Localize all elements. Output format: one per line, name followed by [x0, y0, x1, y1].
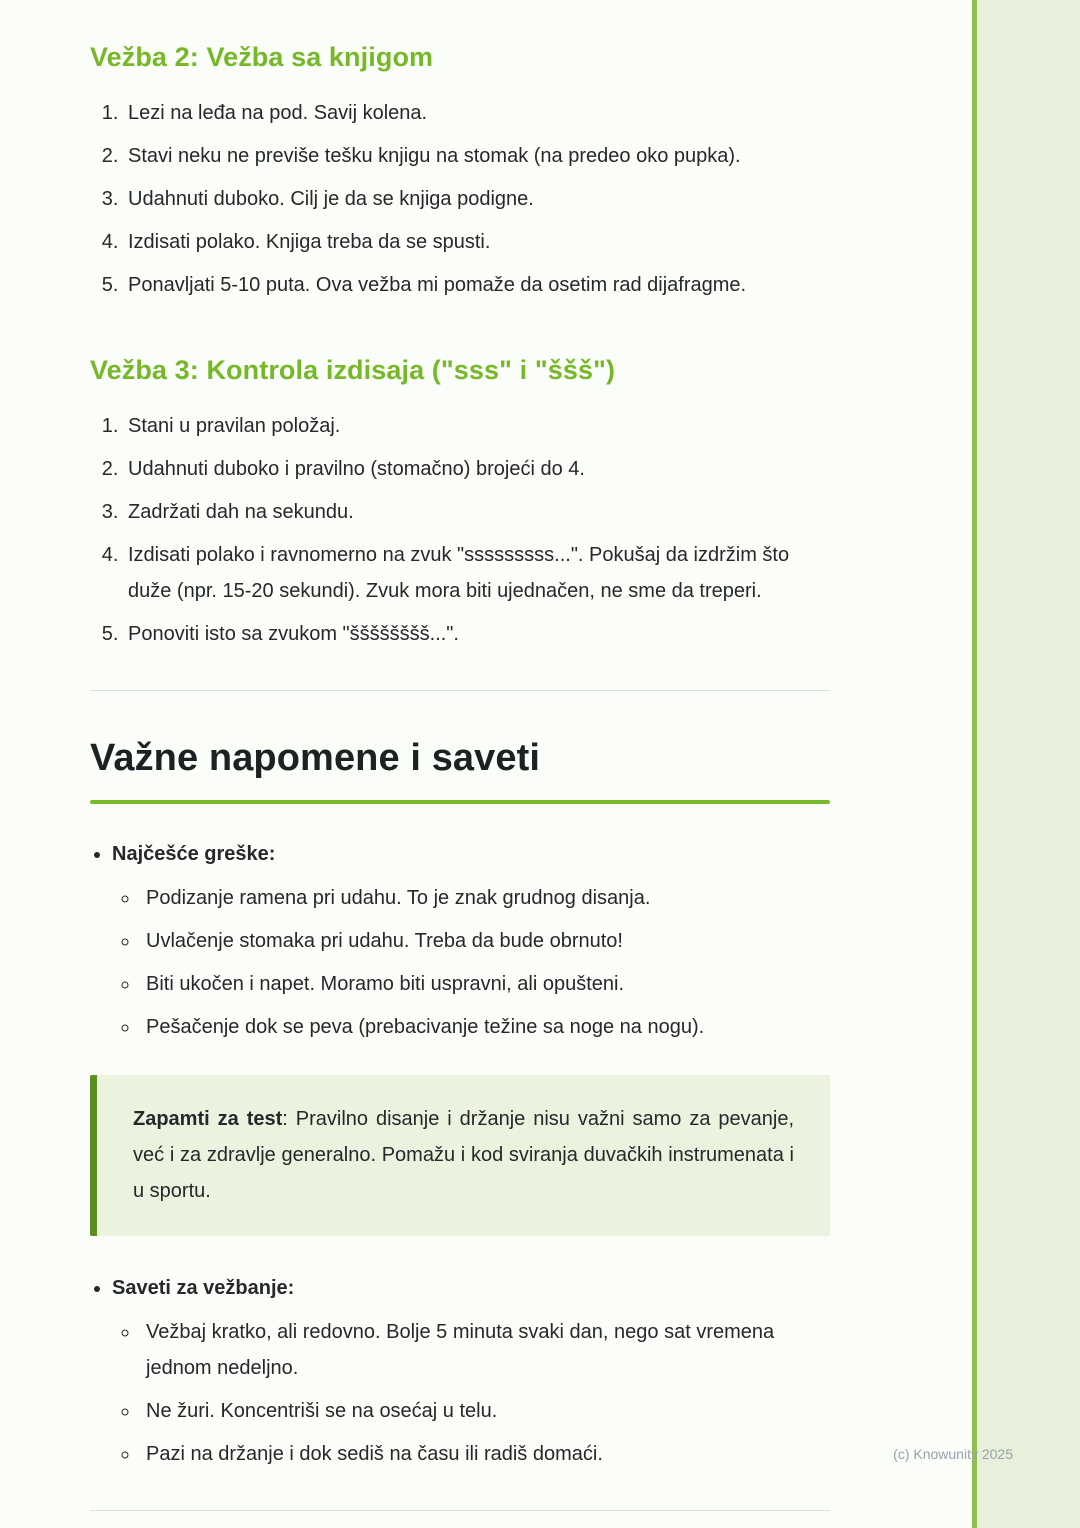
callout-text: [133, 1101, 794, 1209]
list-item: ◦ Pazi na držanje i dok sediš na času ili radiš domaći.: [140, 1436, 830, 1472]
mistakes-label: Najčešće greške:: [112, 843, 276, 865]
list-item: ◦ Uvlačenje stomaka pri udahu. Treba da bude obrnuto!: [140, 923, 830, 959]
exercise-2-title: Vežba 2: Vežba sa knjigom: [90, 42, 434, 72]
exercise-2-steps: [90, 95, 830, 303]
tips-list: [90, 1270, 830, 1472]
page-edge-band: [977, 0, 1080, 1528]
title-underline: [90, 800, 830, 804]
list-item: ◦ Podizanje ramena pri udahu. To je znak grudnog disanja.: [140, 880, 830, 916]
notes-title: Važne napomene i saveti: [90, 737, 541, 779]
mistakes-sublist: [112, 880, 830, 1045]
list-item: ◦ Biti ukočen i napet. Moramo biti uspravni, ali opušteni.: [140, 966, 830, 1002]
tips-label: Saveti za vežbanje:: [112, 1277, 295, 1299]
list-item: ◦ Pešačenje dok se peva (prebacivanje težine sa noge na nogu).: [140, 1009, 830, 1045]
callout-body: : Pravilno disanje i držanje nisu važni samo za pevanje, već i za zdravlje generalno. Pomažu i kod sviranja duvačkih instrumenata i u sportu.: [133, 1108, 795, 1202]
callout-bold-label: Zapamti za test: [133, 1108, 283, 1130]
list-item: 1. Lezi na leđa na pod. Savij kolena.: [124, 95, 830, 131]
exercise-3-steps: [90, 408, 830, 652]
page-edge-accent-line: [972, 0, 977, 1528]
callout-box: [90, 1075, 830, 1236]
list-item: ◦ Vežbaj kratko, ali redovno. Bolje 5 minuta svaki dan, nego sat vremena jednom nedeljno.: [140, 1314, 830, 1386]
list-item: 3. Udahnuti duboko. Cilj je da se knjiga podigne.: [124, 181, 830, 217]
list-item: 4. Izdisati polako i ravnomerno na zvuk "sssssssss...". Pokušaj da izdržim što duže (npr. 15-20 sekundi). Zvuk mora biti ujednačen, ne sme da treperi.: [124, 537, 830, 609]
exercise-3-title: Vežba 3: Kontrola izdisaja ("sss" i "ššš"): [90, 355, 616, 385]
list-item: 3. Zadržati dah na sekundu.: [124, 494, 830, 530]
section-divider: [90, 1510, 830, 1511]
list-item: 5. Ponavljati 5-10 puta. Ova vežba mi pomaže da osetim rad dijafragme.: [124, 267, 830, 303]
document-content: [90, 42, 830, 1511]
section-notes: [90, 737, 830, 1511]
section-exercise-2: [90, 42, 830, 303]
list-item: ◦ Ne žuri. Koncentriši se na osećaj u telu.: [140, 1393, 830, 1429]
section-divider: [90, 690, 830, 691]
copyright-notice: (c) Knowunity 2025: [893, 1446, 1013, 1462]
section-exercise-3: [90, 355, 830, 652]
list-item: 4. Izdisati polako. Knjiga treba da se spusti.: [124, 224, 830, 260]
list-item: 2. Udahnuti duboko i pravilno (stomačno) brojeći do 4.: [124, 451, 830, 487]
list-item: 1. Stani u pravilan položaj.: [124, 408, 830, 444]
list-item: 2. Stavi neku ne previše tešku knjigu na stomak (na predeo oko pupka).: [124, 138, 830, 174]
list-item-group: [112, 1270, 830, 1472]
mistakes-list: [90, 836, 830, 1045]
tips-sublist: [112, 1314, 830, 1472]
list-item: 5. Ponoviti isto sa zvukom "šššššššš...".: [124, 616, 830, 652]
list-item-group: [112, 836, 830, 1045]
